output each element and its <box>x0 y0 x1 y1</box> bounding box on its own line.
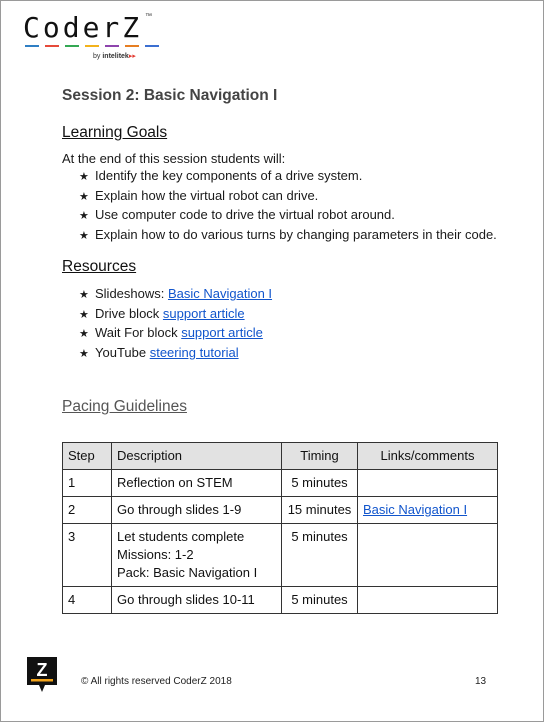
list-item <box>79 225 497 245</box>
cell-links <box>358 587 498 614</box>
coderz-logo <box>23 11 159 60</box>
table-row <box>63 587 498 614</box>
cell-description: Go through slides 1-9 <box>112 497 282 524</box>
logo-arrow-icon: ▸▸ <box>128 53 136 60</box>
basic-navigation-link[interactable]: Basic Navigation I <box>363 502 468 517</box>
star-bullet-icon: ★ <box>79 190 89 203</box>
resources-list <box>79 284 272 362</box>
drive-support-link[interactable]: support article <box>162 305 245 321</box>
list-item <box>79 304 272 324</box>
cell-links <box>358 497 498 524</box>
logo-bar <box>65 45 79 47</box>
waitfor-support-link[interactable]: support article <box>181 325 263 340</box>
cell-timing: 5 minutes <box>282 470 358 497</box>
session-title: Session 2: Basic Navigation I <box>62 87 278 104</box>
column-header-step: Step <box>63 443 112 470</box>
table-row <box>63 470 498 497</box>
goals-intro: At the end of this session students will: <box>62 151 286 166</box>
footer-icon-letter: Z <box>36 660 48 680</box>
cell-timing: 5 minutes <box>282 524 358 587</box>
cell-timing: 5 minutes <box>282 587 358 614</box>
logo-bar <box>25 45 39 47</box>
table-row <box>63 497 498 524</box>
table-row <box>63 524 498 587</box>
star-bullet-icon: ★ <box>79 210 89 222</box>
goal-text: Explain how the virtual robot can drive. <box>95 187 319 203</box>
pacing-heading: Pacing Guidelines <box>62 398 187 415</box>
cell-description: Reflection on STEM <box>112 470 282 497</box>
logo-bar <box>45 45 59 47</box>
list-item <box>79 284 272 304</box>
goal-text: Explain how to do various turns by changing parameters in their code. <box>95 226 497 242</box>
logo-by-text: by <box>93 53 101 60</box>
logo-byline <box>93 52 136 60</box>
page-number: 13 <box>475 676 487 687</box>
logo-trademark: ™ <box>145 13 152 20</box>
logo-bar <box>105 45 119 47</box>
logo-bar <box>85 45 99 47</box>
list-item <box>79 323 272 343</box>
pacing-table <box>62 442 498 614</box>
star-bullet-icon: ★ <box>79 347 89 360</box>
cell-step: 4 <box>63 587 112 614</box>
logo-bar <box>125 45 139 47</box>
logo-color-bars <box>25 45 159 47</box>
resources-heading: Resources <box>62 258 137 275</box>
resource-prefix: Slideshows: <box>95 286 168 301</box>
logo-company: intelitek <box>102 53 129 60</box>
logo-bar <box>145 45 159 47</box>
column-header-description: Description <box>112 443 282 470</box>
steering-tutorial-link[interactable]: steering tutorial <box>149 344 239 360</box>
list-item <box>79 186 497 206</box>
cell-description: Let students complete Missions: 1-2 Pack: Basic Navigation I <box>112 524 282 587</box>
cell-links <box>358 524 498 587</box>
resource-prefix: Wait For block <box>95 325 182 340</box>
learning-goals-heading: Learning Goals <box>62 124 168 141</box>
column-header-links: Links/comments <box>358 443 498 470</box>
list-item <box>79 343 272 363</box>
star-bullet-icon: ★ <box>79 171 89 183</box>
goals-list <box>79 166 497 244</box>
star-bullet-icon: ★ <box>79 289 89 301</box>
list-item <box>79 166 497 186</box>
resource-prefix: YouTube <box>95 344 150 360</box>
star-bullet-icon: ★ <box>79 308 89 321</box>
cell-links <box>358 470 498 497</box>
footer-copyright: © All rights reserved CoderZ 2018 <box>81 676 232 687</box>
cell-timing: 15 minutes <box>282 497 358 524</box>
table-header-row <box>63 443 498 470</box>
column-header-timing: Timing <box>282 443 358 470</box>
cell-step: 1 <box>63 470 112 497</box>
cell-step: 3 <box>63 524 112 587</box>
cell-description: Go through slides 10-11 <box>112 587 282 614</box>
goal-text: Use computer code to drive the virtual robot around. <box>95 207 395 222</box>
star-bullet-icon: ★ <box>79 229 89 242</box>
logo-wordmark: CoderZ <box>23 11 143 44</box>
cell-step: 2 <box>63 497 112 524</box>
list-item <box>79 205 497 225</box>
star-bullet-icon: ★ <box>79 328 89 340</box>
slideshow-link[interactable]: Basic Navigation I <box>167 286 273 301</box>
resource-prefix: Drive block <box>95 305 163 321</box>
goal-text: Identify the key components of a drive system. <box>95 168 363 183</box>
coderz-z-icon <box>25 655 59 700</box>
